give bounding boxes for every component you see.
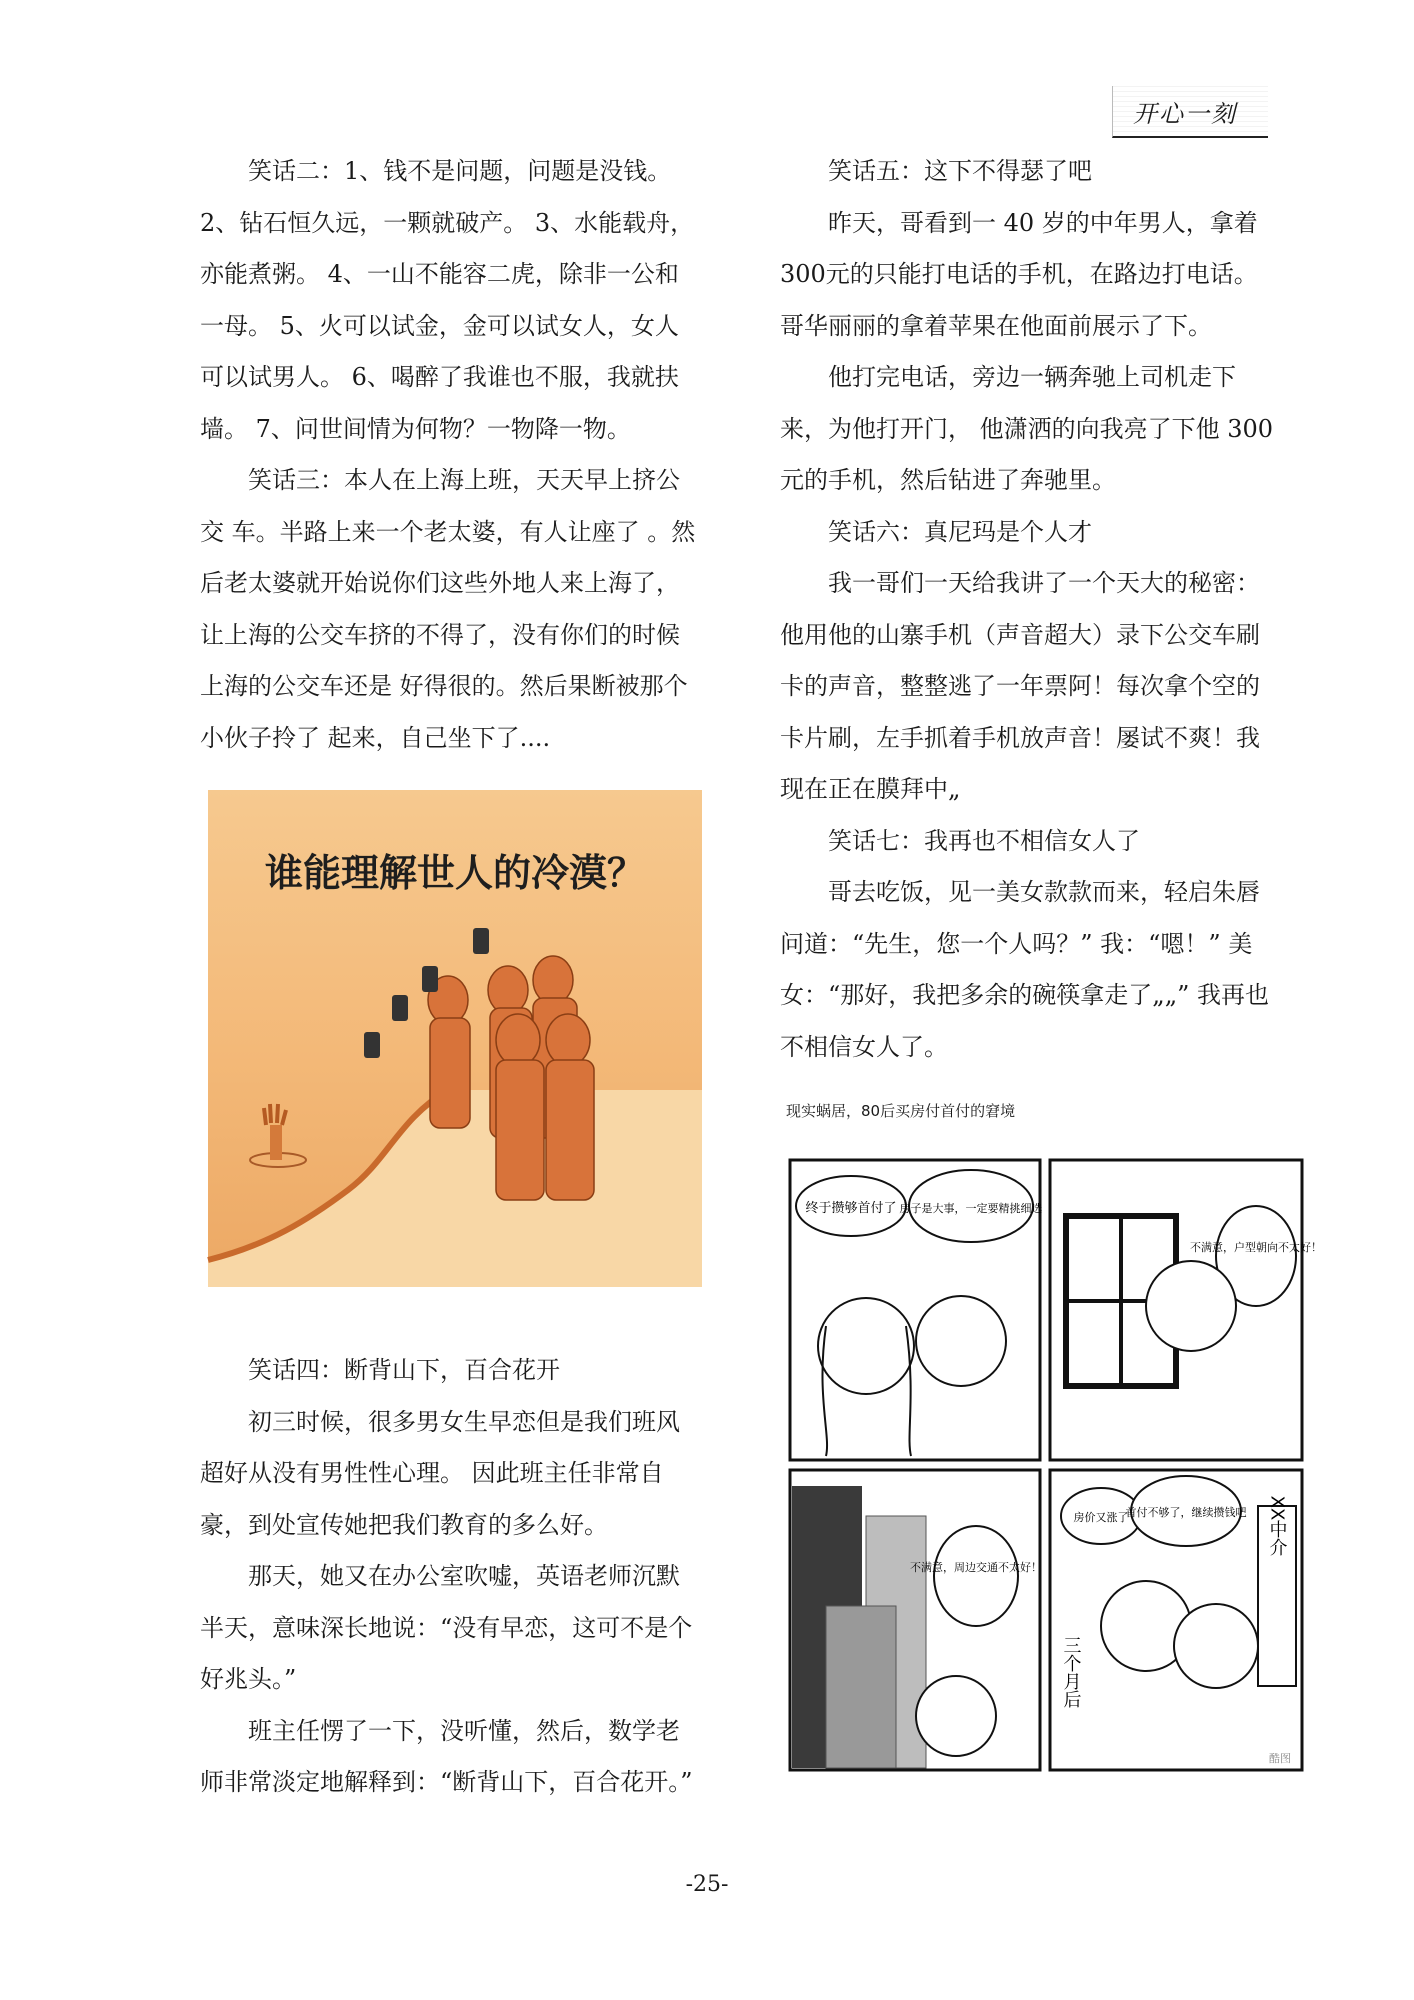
panel2-bubble: 不满意，户型朝向不太好！ [1190,1241,1322,1254]
panel1-bubble-right: 房子是大事，一定要精挑细选 [899,1202,1043,1215]
right-column [780,146,1278,1073]
panel4-time: 三个月后 [1060,1636,1082,1708]
comic-watermark: 酷图 [1269,1752,1291,1765]
joke-4-paragraph: 班主任愣了一下，没听懂，然后，数学老师非常淡定地解释到：“断背山下，百合花开。” [200,1716,693,1796]
section-tag-label: 开心一刻 [1133,100,1237,128]
illustration-drawing [208,790,702,1287]
joke-6-title: 笑话六：真尼玛是个人才 [828,517,1092,546]
joke-7-title: 笑话七：我再也不相信女人了 [828,826,1140,855]
panel4-bubble-right: 首付不够了，继续攒钱吧 [1125,1506,1247,1519]
left-column-bottom [200,1345,698,1809]
joke-3: 笑话三：本人在上海上班，天天早上挤公交 车。半路上来一个老太婆，有人让座了 。然后老太婆就开始说你们这些外地人来上海了，让上海的公交车挤的不得了，没有你们的时候上海的公交车还是 好得很的。然后果断被那个小伙子拎了 起来，自己坐下了.... [200,466,696,752]
panel4-bubble-left: 房价又涨了 [1073,1511,1129,1524]
joke-4-paragraph: 那天，她又在办公室吹嘘，英语老师沉默半天，意味深长地说：“没有早恋，这可不是个好兆头。” [200,1562,693,1693]
joke-2: 笑话二：1、钱不是问题，问题是没钱。2、钻石恒久远，一颗就破产。 3、水能载舟，亦能煮粥。 4、一山不能容二虎，除非一公和一母。 5、火可以试金，金可以试女人，女人可以试男人。 6、喝醉了我谁也不服，我就扶墙。 7、问世间情为何物？一物降一物。 [200,157,695,443]
joke-7-paragraph: 哥去吃饭，见一美女款款而来，轻启朱唇问道：“先生，您一个人吗？” 我：“嗯！” 美女：“那好，我把多余的碗筷拿走了„„” 我再也不相信女人了。 [780,878,1270,1061]
page-number: -25- [685,1872,729,1897]
indifference-illustration [208,790,702,1287]
comic-panels [786,1156,1322,1786]
panel4-sign: XX中介 [1266,1495,1288,1557]
joke-5-paragraph: 昨天，哥看到一 40 岁的中年男人，拿着300元的只能打电话的手机，在路边打电话。哥华丽丽的拿着苹果在他面前展示了下。 [780,208,1258,340]
joke-5-paragraph: 他打完电话，旁边一辆奔驰上司机走下来，为他打开门， 他潇洒的向我亮了下他 300 元的手机，然后钻进了奔驰里。 [780,363,1274,494]
section-tag [1112,86,1268,138]
joke-6-paragraph: 我一哥们一天给我讲了一个天大的秘密：他用他的山寨手机（声音超大）录下公交车刷卡的声音，整整逃了一年票阿！每次拿个空的卡片刷，左手抓着手机放声音！屡试不爽！我现在正在膜拜中„ [780,569,1260,803]
comic-strip [786,1156,1322,1786]
comic-caption: 现实蜗居，80后买房付首付的窘境 [786,1102,1016,1120]
illustration-title: 谁能理解世人的冷漠？ [264,850,645,895]
panel3-bubble: 不满意，周边交通不太好！ [910,1561,1042,1574]
joke-4-paragraph: 初三时候，很多男女生早恋但是我们班风超好从没有男性性心理。 因此班主任非常自豪，到处宣传她把我们教育的多么好。 [200,1407,680,1539]
left-column-top [200,146,698,764]
panel1-bubble-left: 终于攒够首付了 [805,1201,897,1216]
joke-5-title: 笑话五：这下不得瑟了吧 [828,157,1092,185]
joke-4-title: 笑话四：断背山下，百合花开 [248,1356,560,1384]
